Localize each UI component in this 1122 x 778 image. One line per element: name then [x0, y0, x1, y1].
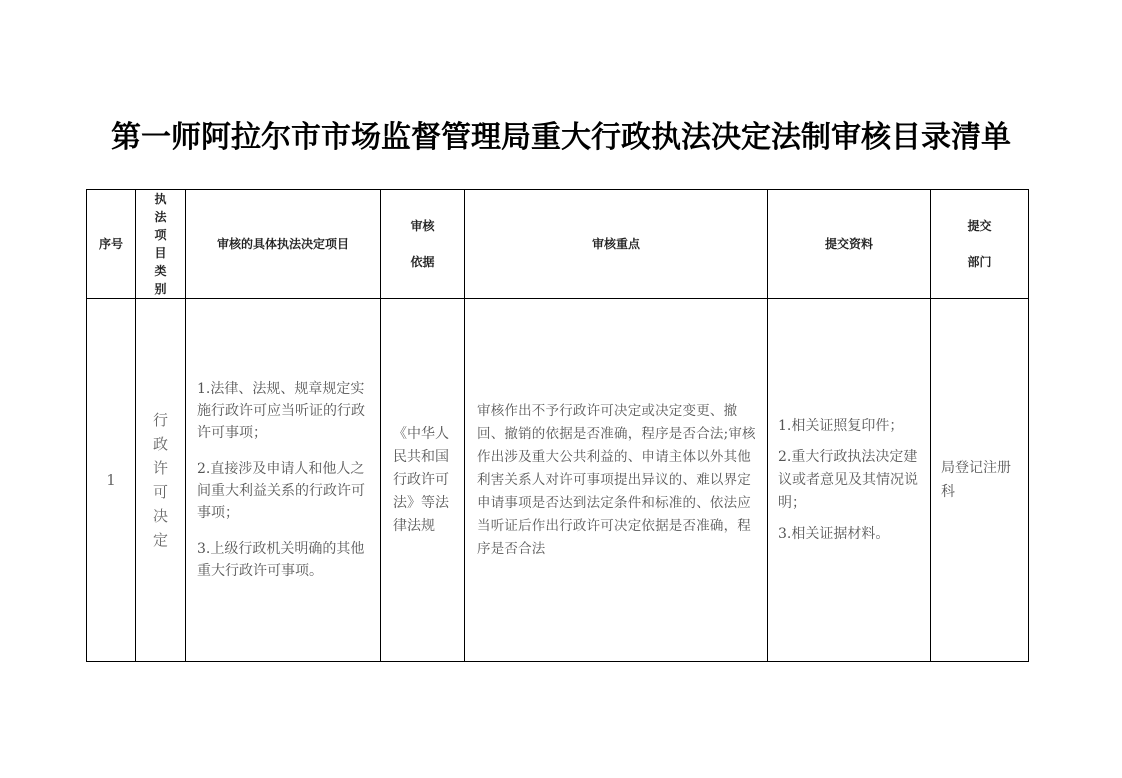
- header-department: 提交部门: [931, 190, 1029, 299]
- cell-department: 局登记注册科: [931, 299, 1029, 662]
- page-title: 第一师阿拉尔市市场监督管理局重大行政执法决定法制审核目录清单: [111, 120, 1011, 155]
- item-entry: 2.直接涉及申请人和他人之间重大利益关系的行政许可事项；: [197, 461, 365, 521]
- item-entry: 1.法律、法规、规章规定实施行政许可应当听证的行政许可事项；: [197, 381, 365, 441]
- header-items: 审核的具体执法决定项目: [186, 190, 381, 299]
- document-entry: 2.重大行政执法决定建议或者意见及其情况说明；: [778, 448, 918, 511]
- header-documents: 提交资料: [768, 190, 931, 299]
- cell-basis: 《中华人民共和国行政许可法》等法律法规: [381, 299, 465, 662]
- document-entry: 1.相关证照复印件；: [778, 417, 904, 434]
- header-category: 执法项目类别: [136, 190, 186, 299]
- document-entry: 3.相关证据材料。: [778, 525, 890, 542]
- review-catalog-table: [86, 189, 1029, 662]
- header-seq: 序号: [87, 190, 136, 299]
- header-basis: 审核依据: [381, 190, 465, 299]
- cell-items: [186, 299, 381, 662]
- table-header-row: [87, 190, 1029, 299]
- cell-documents: [768, 299, 931, 662]
- header-focus: 审核重点: [465, 190, 768, 299]
- cell-seq: 1: [87, 299, 136, 662]
- item-entry: 3.上级行政机关明确的其他重大行政许可事项。: [197, 541, 365, 579]
- cell-category: 行政许可决定: [136, 299, 186, 662]
- table-row: [87, 299, 1029, 662]
- cell-focus: 审核作出不予行政许可决定或决定变更、撤回、撤销的依据是否准确，程序是否合法;审核作出涉及重大公共利益的、申请主体以外其他利害关系人对许可事项提出异议的、难以界定申请事项是否达到法定条件和标准的、依法应当听证后作出行政许可决定依据是否准确，程序是否合法: [465, 299, 768, 662]
